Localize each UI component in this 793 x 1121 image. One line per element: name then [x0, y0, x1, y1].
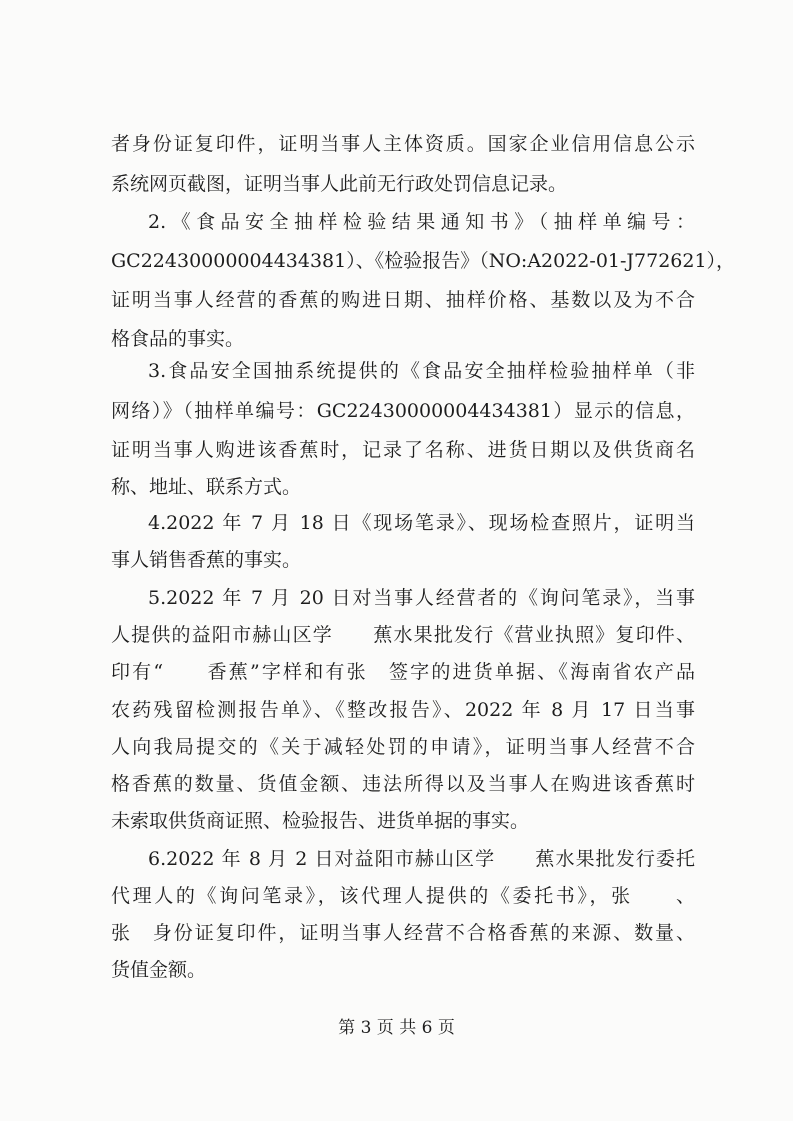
body-line: 网络）》（抽样单编号：GC22430000004434381）显示的信息， [111, 400, 695, 422]
body-line: 货值金额。 [111, 959, 207, 981]
body-line: 张 身份证复印件，证明当事人经营不合格香蕉的来源、数量、 [111, 922, 695, 944]
body-line: 农药残留检测报告单》、《整改报告》、2022 年 8 月 17 日当事 [111, 699, 695, 721]
body-line: 格香蕉的数量、货值金额、违法所得以及当事人在购进该香蕉时 [111, 773, 695, 795]
body-line: GC22430000004434381）、《检验报告》（NO:A2022-01-J772621）， [111, 250, 736, 272]
body-line: 系统网页截图，证明当事人此前无行政处罚信息记录。 [111, 173, 568, 195]
body-line: 者身份证复印件，证明当事人主体资质。国家企业信用信息公示 [111, 133, 695, 155]
body-line: 事人销售香蕉的事实。 [111, 549, 302, 571]
body-line: 证明当事人购进该香蕉时，记录了名称、进货日期以及供货商名 [111, 439, 695, 461]
body-line: 6.2022 年 8 月 2 日对益阳市赫山区学 蕉水果批发行委托 [148, 848, 695, 870]
body-line: 2.《食品安全抽样检验结果通知书》（抽样单编号： [148, 211, 695, 233]
body-line: 印有“ 香蕉”字样和有张 签字的进货单据、《海南省农产品 [111, 661, 695, 683]
body-line: 称、地址、联系方式。 [111, 476, 302, 498]
body-line: 未索取供货商证照、检验报告、进货单据的事实。 [111, 810, 530, 832]
body-line: 格食品的事实。 [111, 328, 245, 350]
body-line: 人提供的益阳市赫山区学 蕉水果批发行《营业执照》复印件、 [111, 624, 695, 646]
page-number: 第 3 页 共 6 页 [338, 1018, 455, 1038]
body-line: 5.2022 年 7 月 20 日对当事人经营者的《询问笔录》，当事 [148, 587, 695, 609]
body-line: 代理人的《询问笔录》，该代理人提供的《委托书》，张 、 [111, 885, 695, 907]
body-line: 4.2022 年 7 月 18 日《现场笔录》、现场检查照片，证明当 [148, 512, 695, 534]
body-line: 3.食品安全国抽系统提供的《食品安全抽样检验抽样单（非 [148, 360, 695, 382]
body-line: 证明当事人经营的香蕉的购进日期、抽样价格、基数以及为不合 [111, 289, 695, 311]
body-line: 人向我局提交的《关于减轻处罚的申请》，证明当事人经营不合 [111, 736, 695, 758]
